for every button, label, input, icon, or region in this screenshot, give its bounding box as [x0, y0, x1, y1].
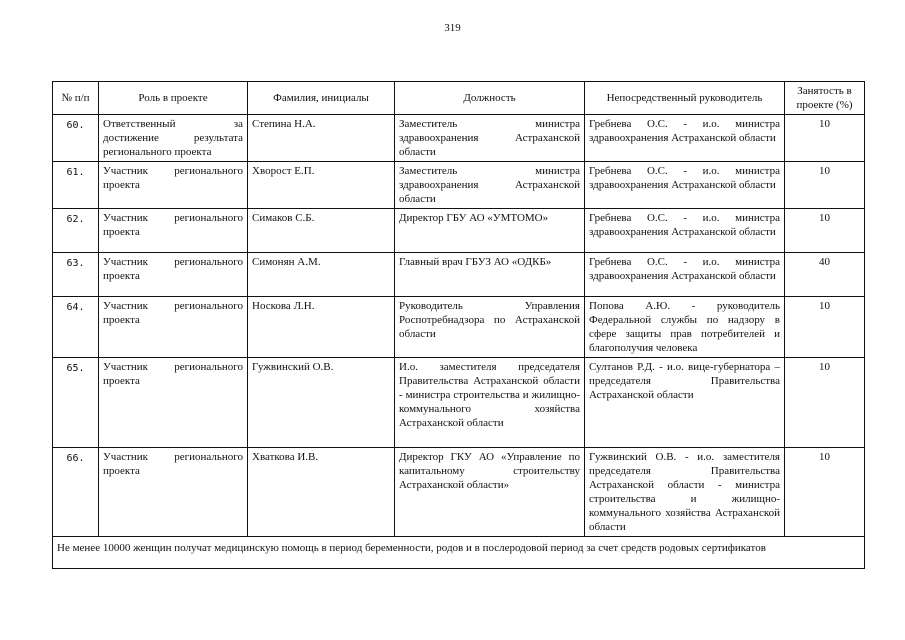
row-num: 64.	[53, 297, 99, 358]
row-position: И.о. заместителя председателя Правительства Астраханской области - министра строительства и жилищно-коммунального хозяйства Астраханской области	[395, 358, 585, 448]
row-busy: 10	[785, 448, 865, 537]
table-row	[53, 297, 865, 358]
header-supervisor: Непосредственный руководитель	[585, 82, 785, 115]
row-name: Хворост Е.П.	[248, 162, 395, 209]
row-supervisor: Гребнева О.С. - и.о. министра здравоохранения Астраханской области	[585, 209, 785, 253]
row-position: Директор ГБУ АО «УМТОМО»	[395, 209, 585, 253]
row-name: Хваткова И.В.	[248, 448, 395, 537]
row-num: 65.	[53, 358, 99, 448]
row-supervisor: Гребнева О.С. - и.о. министра здравоохранения Астраханской области	[585, 162, 785, 209]
row-role: Участник регионального проекта	[99, 253, 248, 297]
row-name: Гужвинский О.В.	[248, 358, 395, 448]
row-num: 62.	[53, 209, 99, 253]
row-position: Директор ГКУ АО «Управление по капитальному строительству Астраханской области»	[395, 448, 585, 537]
row-num: 60.	[53, 115, 99, 162]
row-busy: 10	[785, 162, 865, 209]
row-role: Участник регионального проекта	[99, 209, 248, 253]
table-header-row	[53, 82, 865, 115]
row-position: Заместитель министра здравоохранения Астраханской области	[395, 162, 585, 209]
row-supervisor: Султанов Р.Д. - и.о. вице-губернатора – председателя Правительства Астраханской области	[585, 358, 785, 448]
footer-result-text: Не менее 10000 женщин получат медицинскую помощь в период беременности, родов и в послеродовой период за счет средств родовых сертификатов	[53, 537, 865, 569]
header-num: № п/п	[53, 82, 99, 115]
row-name: Носкова Л.Н.	[248, 297, 395, 358]
row-role: Участник регионального проекта	[99, 358, 248, 448]
row-role: Участник регионального проекта	[99, 297, 248, 358]
row-supervisor: Гужвинский О.В. - и.о. заместителя председателя Правительства Астраханской области - министра строительства и жилищно-коммунального хозяйства Астраханской области	[585, 448, 785, 537]
row-role: Участник регионального проекта	[99, 448, 248, 537]
header-busy: Занятость в проекте (%)	[785, 82, 865, 115]
header-role: Роль в проекте	[99, 82, 248, 115]
table-row	[53, 253, 865, 297]
row-position: Заместитель министра здравоохранения Астраханской области	[395, 115, 585, 162]
table-row	[53, 358, 865, 448]
table-row	[53, 209, 865, 253]
row-busy: 40	[785, 253, 865, 297]
row-busy: 10	[785, 115, 865, 162]
row-num: 63.	[53, 253, 99, 297]
row-position: Главный врач ГБУЗ АО «ОДКБ»	[395, 253, 585, 297]
header-name: Фамилия, инициалы	[248, 82, 395, 115]
page-number: 319	[444, 22, 461, 34]
row-name: Симаков С.Б.	[248, 209, 395, 253]
row-supervisor: Попова А.Ю. - руководитель Федеральной службы по надзору в сфере защиты прав потребителей и благополучия человека	[585, 297, 785, 358]
row-supervisor: Гребнева О.С. - и.о. министра здравоохранения Астраханской области	[585, 115, 785, 162]
row-supervisor: Гребнева О.С. - и.о. министра здравоохранения Астраханской области	[585, 253, 785, 297]
table-footer-row	[53, 537, 865, 569]
table-row	[53, 162, 865, 209]
row-role: Участник регионального проекта	[99, 162, 248, 209]
row-position: Руководитель Управления Роспотребнадзора по Астраханской области	[395, 297, 585, 358]
row-busy: 10	[785, 297, 865, 358]
row-num: 61.	[53, 162, 99, 209]
row-name: Симонян А.М.	[248, 253, 395, 297]
header-position: Должность	[395, 82, 585, 115]
row-busy: 10	[785, 358, 865, 448]
table-row	[53, 115, 865, 162]
project-team-table	[52, 81, 865, 569]
table-row	[53, 448, 865, 537]
row-role: Ответственный за достижение результата регионального проекта	[99, 115, 248, 162]
row-busy: 10	[785, 209, 865, 253]
row-num: 66.	[53, 448, 99, 537]
row-name: Степина Н.А.	[248, 115, 395, 162]
